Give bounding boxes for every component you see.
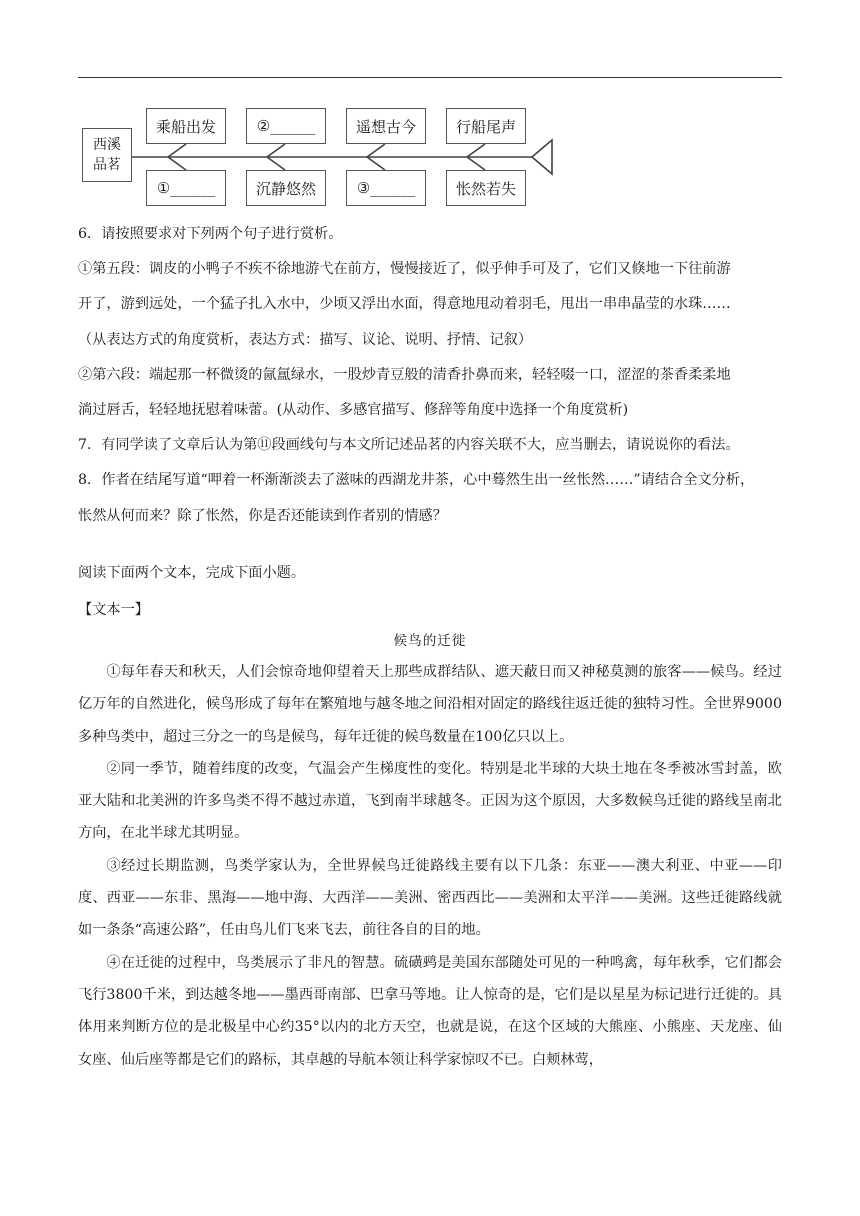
diagram-bottom-box: ①______ [146,170,226,206]
article-paragraph: ③经过长期监测，鸟类学家认为，全世界候鸟迁徙路线主要有以下几条：东亚——澳大利亚、中亚——印度、西亚——东非、黑海——地中海、大西洋——美洲、密西西比——美洲和太平洋——美洲。这些迁徙路线就如一条条“高速公路”，任由鸟儿们飞来飞去，前往各自的目的地。 [78,857,782,939]
article-paragraph: ④在迁徙的过程中，鸟类展示了非凡的智慧。硫磺鹀是美国东部随处可见的一种鸣禽，每年秋季，它们都会飞行3800千米，到达越冬地——墨西哥南部、巴拿马等地。让人惊奇的是，它们是以星星为标记进行迁徙的。具体用来判断方位的是北极星中心约35°以内的北方天空，也就是说，在这个区域的大熊座、小熊座、天龙座、仙女座、仙后座等都是它们的路标，其卓越的导航本领让科学家惊叹不已。白颊林莺， [78,954,782,1068]
diagram-start-line: 品茗 [93,157,121,173]
diagram-start-box [82,128,132,182]
question-8: 8．作者在结尾写道“呷着一杯渐渐淡去了滋味的西湖龙井茶，心中蓦然生出一丝怅然……”请结合全文分析， [78,472,755,489]
diagram-bottom-box: 怅然若失 [446,170,526,206]
section-intro: 阅读下面两个文本，完成下面小题。 [78,565,306,581]
question-8: 怅然从何而来？除了怅然，你是否还能读到作者别的情感？ [78,507,447,524]
fishbone-lines [0,0,860,230]
question-6-sentence-2: ②第六段：端起那一杯微烫的氤氲绿水，一股炒青豆般的清香扑鼻而来，轻轻啜一口，涩涩的茶香柔柔地 [78,366,731,383]
article-paragraph: ①每年春天和秋天，人们会惊奇地仰望着天上那些成群结队、遮天蔽日而又神秘莫测的旅客——候鸟。经过亿万年的自然进化，候鸟形成了每年在繁殖地与越冬地之间沿相对固定的路线往返迁徙的独特习性。全世界9000多种鸟类中，超过三分之一的鸟是候鸟，每年迁徙的候鸟数量在100亿只以上。 [78,664,782,745]
fishbone-diagram [0,0,860,230]
question-7: 7．有同学读了文章后认为第⑪段画线句与本文所记述品茗的内容关联不大，应当删去，请说说你的看法。 [78,437,740,454]
question-6-sentence-2: 淌过唇舌，轻轻地抚慰着味蕾。(从动作、多感官描写、修辞等角度中选择一个角度赏析) [78,402,629,419]
question-6-sentence-1: 开了，游到远处，一个猛子扎入水中，少顷又浮出水面，得意地甩动着羽毛，甩出一串串晶莹的水珠…… [78,296,731,313]
text-one-label: 【文本一】 [78,602,149,618]
diagram-top-box: 乘船出发 [146,108,226,144]
diagram-top-box: ②______ [246,108,326,144]
diagram-bottom-box: ③______ [346,170,426,206]
question-6-title: 6．请按照要求对下列两个句子进行赏析。 [78,226,343,242]
diagram-bottom-box: 沉静悠然 [246,170,326,206]
article-body [78,656,782,1076]
diagram-top-box: 行船尾声 [446,108,526,144]
diagram-start-line: 西溪 [93,137,121,153]
question-6-hint-1: （从表达方式的角度赏析，表达方式：描写、议论、说明、抒情、记叙） [78,331,533,348]
diagram-top-box: 遥想古今 [346,108,426,144]
question-6-sentence-1: ①第五段：调皮的小鸭子不疾不徐地游弋在前方，慢慢接近了，似乎伸手可及了，它们又倏地一下往前游 [78,261,731,278]
questions-block [78,217,788,534]
article-paragraph: ②同一季节，随着纬度的改变，气温会产生梯度性的变化。特别是北半球的大块土地在冬季被冰雪封盖，欧亚大陆和北美洲的许多鸟类不得不越过赤道，飞到南半球越冬。正因为这个原因，大多数候鸟迁徙的路线呈南北方向，在北半球尤其明显。 [78,760,782,842]
article-title: 候鸟的迁徙 [393,633,467,649]
